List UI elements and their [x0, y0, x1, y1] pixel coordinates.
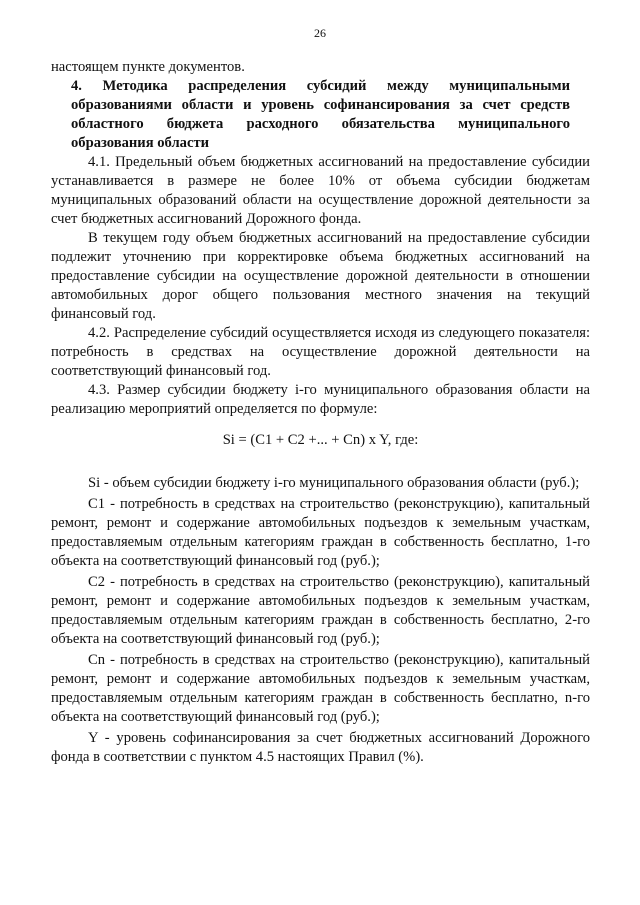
paragraph-4-2: 4.2. Распределение субсидий осуществляется исходя из следующего показателя: потребность в средствах на осуществление дорожной деятельности на соответствующий финансовый год.	[51, 325, 590, 379]
subsidy-formula: Si = (C1 + C2 +... + Cn) x Y, где:	[222, 432, 419, 448]
definition-c1: C1 - потребность в средствах на строительство (реконструкцию), капитальный ремонт, ремонт и содержание автомобильных подъездов к земельным участкам, предоставляемым отдельным категориям граждан в собственность бесплатно, 1-го объекта на соответствующий финансовый год (руб.);	[51, 496, 590, 569]
paragraph-4-1: 4.1. Предельный объем бюджетных ассигнований на предоставление субсидии устанавливается в размере не более 10% от объема субсидии бюджетам муниципальных образований области на осуществление дорожной деятельности за счет бюджетных ассигнований Дорожного фонда.	[51, 154, 590, 227]
definition-c2: C2 - потребность в средствах на строительство (реконструкцию), капитальный ремонт, ремонт и содержание автомобильных подъездов к земельным участкам, предоставляемым отдельным категориям граждан в собственность бесплатно, 2-го объекта на соответствующий финансовый год (руб.);	[51, 574, 590, 647]
document-body	[51, 58, 590, 767]
paragraph-4-1-continued: В текущем году объем бюджетных ассигнований на предоставление субсидии подлежит уточнению при корректировке объема бюджетных ассигнований на предоставление субсидии на осуществление дорожной деятельности в отношении автомобильных дорог общего пользования местного значения на текущий финансовый год.	[51, 230, 590, 322]
section-heading: 4. Методика распределения субсидий между муниципальными образованиями области и уровень софинансирования за счет средств областного бюджета расходного обязательства муниципального образования области	[71, 78, 570, 151]
continuation-text: настоящем пункте документов.	[51, 59, 245, 75]
page-number: 26	[314, 26, 326, 40]
paragraph-4-3: 4.3. Размер субсидии бюджету i-го муниципального образования области на реализацию мероприятий определяется по формуле:	[51, 382, 590, 417]
definition-si: Si - объем субсидии бюджету i-го муниципального образования области (руб.);	[88, 475, 580, 491]
definition-y: Y - уровень софинансирования за счет бюджетных ассигнований Дорожного фонда в соответствии с пунктом 4.5 настоящих Правил (%).	[51, 730, 590, 765]
definition-cn: Cn - потребность в средствах на строительство (реконструкцию), капитальный ремонт, ремонт и содержание автомобильных подъездов к земельным участкам, предоставляемым отдельным категориям граждан в собственность бесплатно, n-го объекта на соответствующий финансовый год (руб.);	[51, 652, 590, 725]
